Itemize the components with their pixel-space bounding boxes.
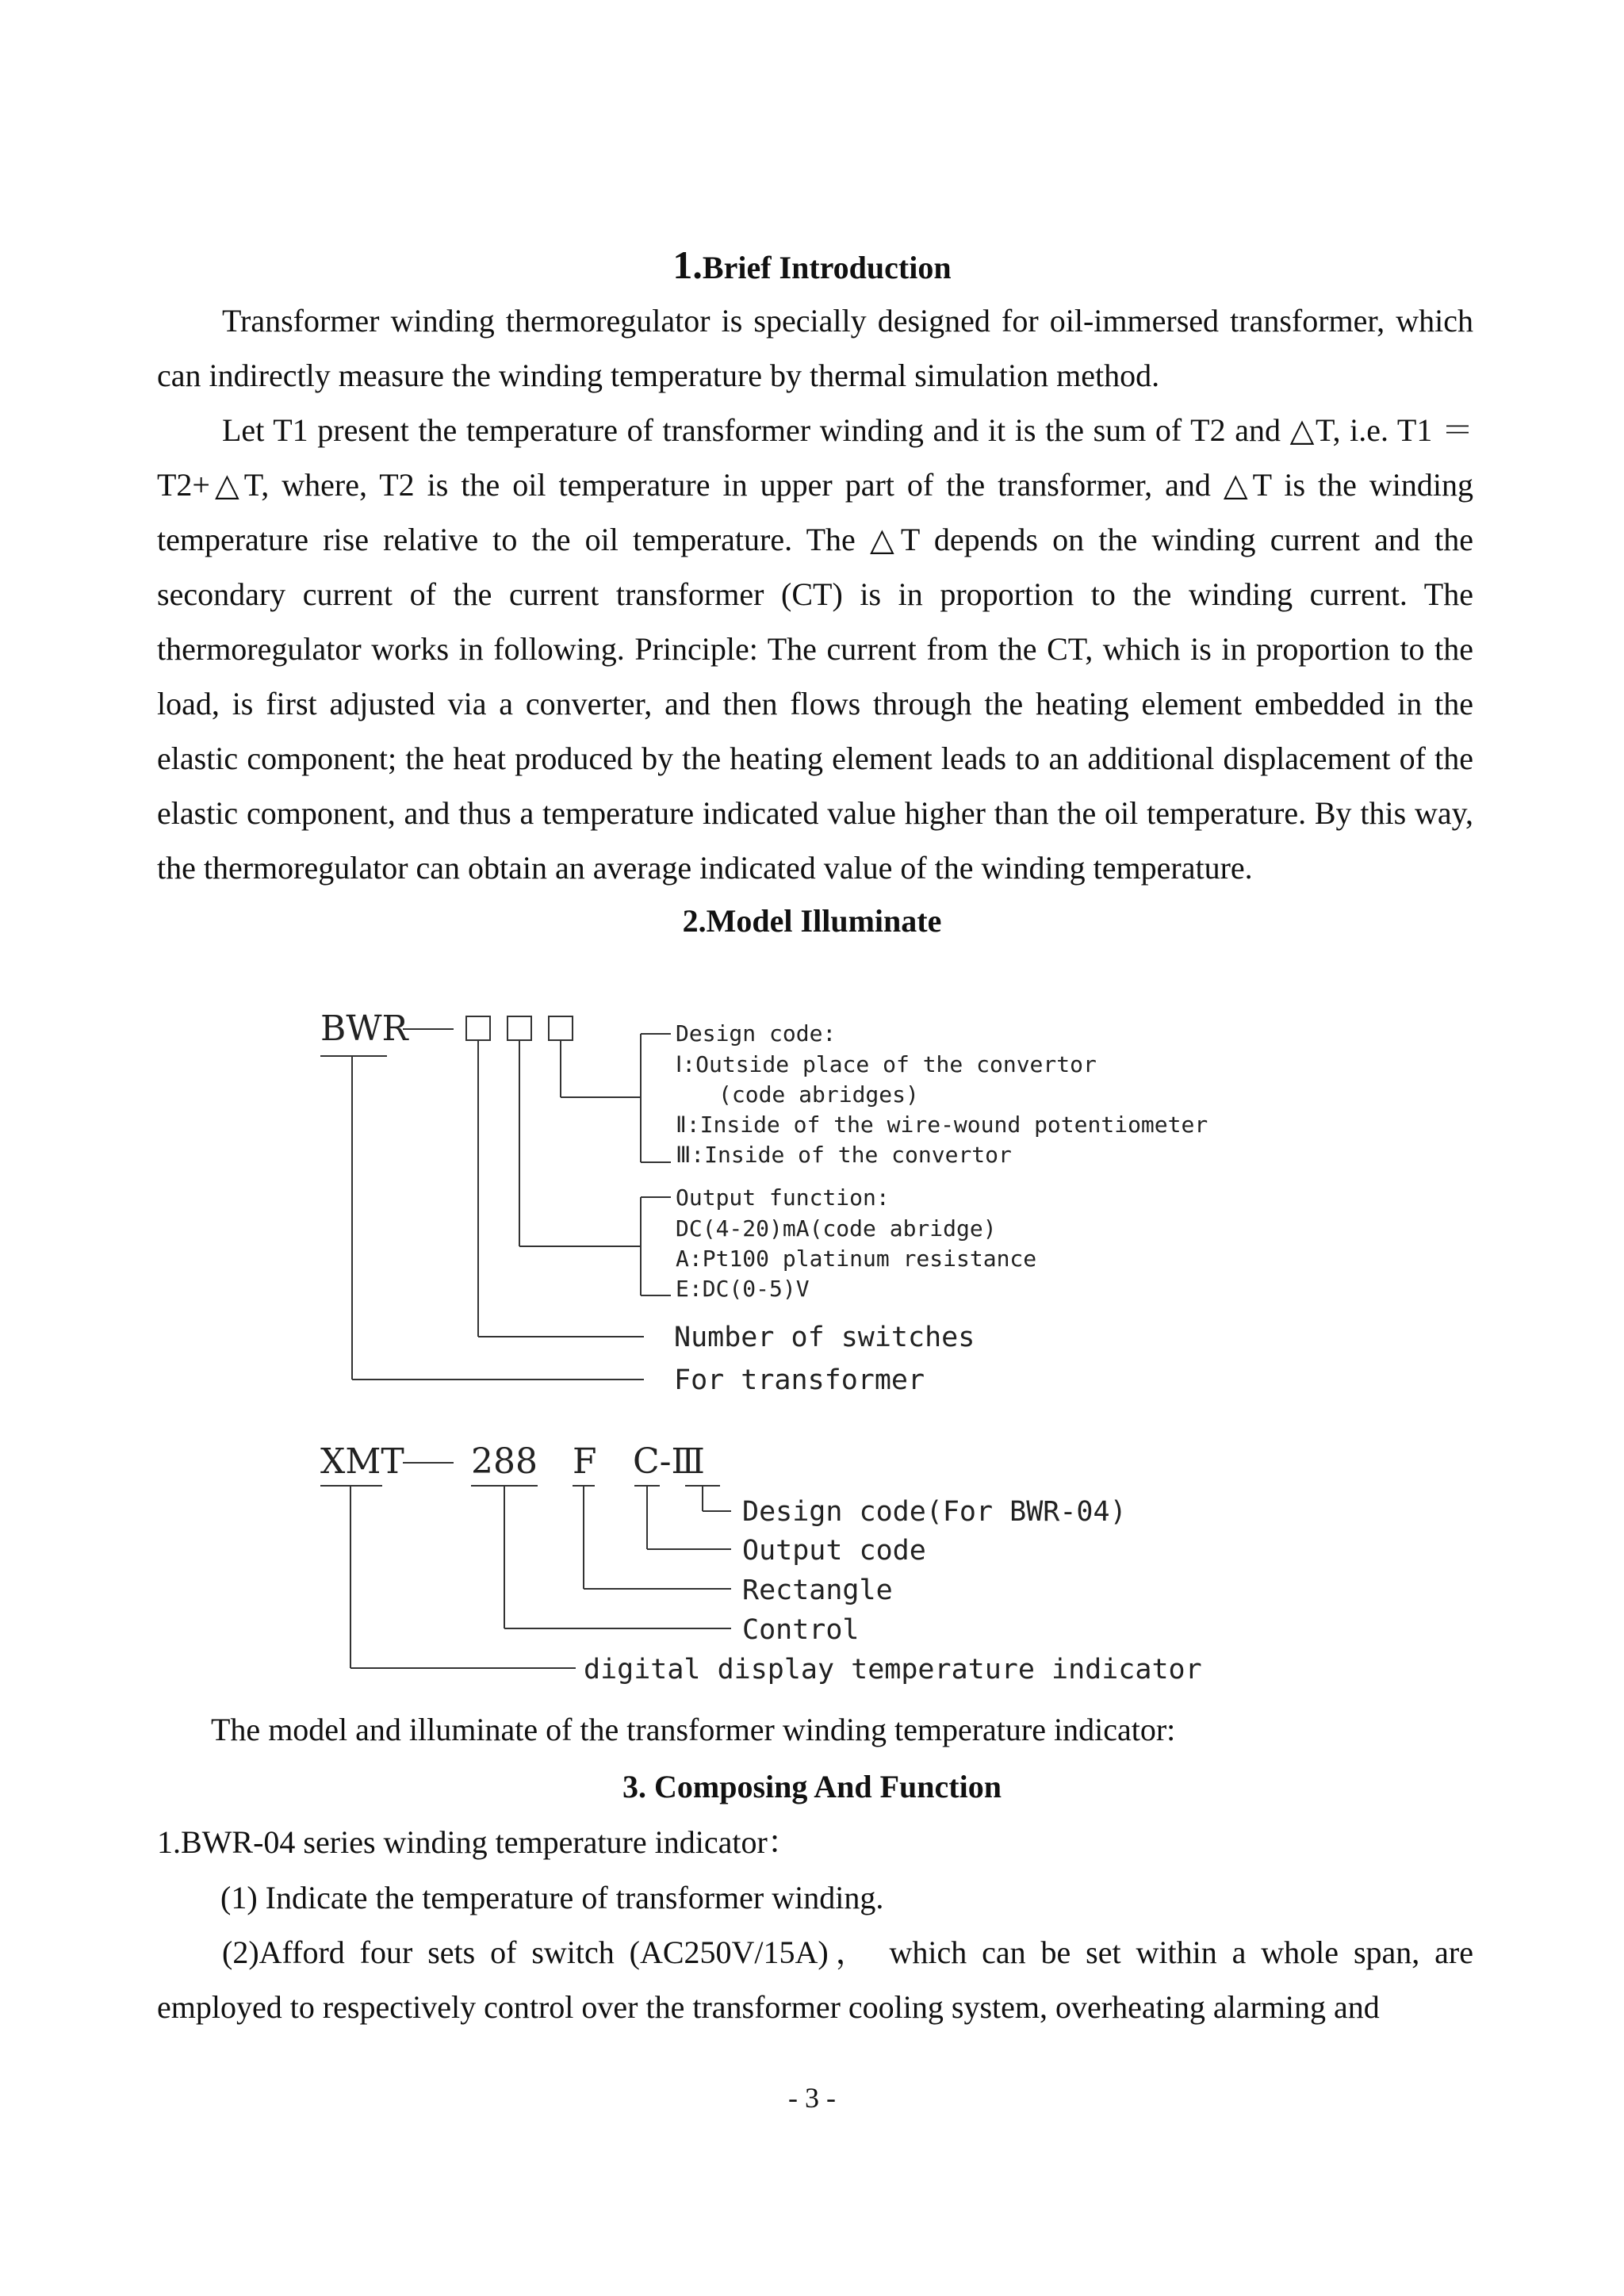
transformer-label: For transformer [674,1364,925,1396]
design-code-title: Design code: [676,1020,837,1047]
xmt-label: Output code [742,1535,926,1567]
xmt-part: 288 [471,1441,538,1482]
xmt-part: C-Ⅲ [633,1441,705,1482]
design-code-item: Ⅲ:Inside of the convertor [676,1142,1012,1168]
intro-paragraph-1: Transformer winding thermoregulator is specially designed for oil-immersed transformer, which can indirectly measure the winding temperature by thermal simulation method. [157,303,1473,393]
section-heading-model: 2.Model Illuminate [682,903,942,939]
section-title: Brief Introduction [702,250,952,285]
output-function-item: DC(4-20)mA(code abridge) [676,1215,997,1242]
output-function-title: Output function: [676,1184,890,1211]
composing-item-title: 1.BWR-04 series winding temperature indicator： [157,1824,799,1860]
design-code-item: (code abridges) [718,1081,919,1108]
switches-label: Number of switches [674,1322,975,1353]
intro-paragraph-2: Let T1 present the temperature of transformer winding and it is the sum of T2 and △T, i.e. T1 ＝T2+△T, where, T2 is the oil temperature in upper part of the transformer, and △T is the winding temperature rise relative to the oil temperature. The △T depends on the winding current and the secondary current of the current transformer (CT) is in proportion to the winding current. The thermoregulator works in following. Principle: The current from the CT, which is in proportion to the load, is first adjusted via a converter, and then flows through the heating element embedded in the elastic component; the heat produced by the heating element leads to an additional displacement of the elastic component, and thus a temperature indicated value higher than the oil temperature. By this way, the thermoregulator can obtain an average indicated value of the winding temperature. [157,412,1473,886]
xmt-part: XMT [320,1441,404,1482]
xmt-connector-lines [320,1463,731,1668]
xmt-part: F [573,1441,597,1482]
model-caption: The model and illuminate of the transformer winding temperature indicator: [211,1712,1176,1747]
xmt-label: digital display temperature indicator [584,1654,1202,1686]
bwr-connector-lines [320,1016,671,1380]
output-function-item: A:Pt100 platinum resistance [676,1246,1037,1272]
design-code-item: Ⅰ:Outside place of the convertor [676,1051,1097,1077]
composing-point-2: (2)Afford four sets of switch (AC250V/15A)， which can be set within a whole span, are employed to respectively control over the transformer cooling system, overheating alarming and [157,1934,1473,2025]
xmt-label: Control [742,1614,860,1646]
bwr-model-code: BWR [320,1008,408,1049]
design-code-item: Ⅱ:Inside of the wire-wound potentiometer [676,1112,1208,1138]
composing-point-1: (1) Indicate the temperature of transformer winding. [220,1880,884,1915]
section-heading-composing: 3. Composing And Function [622,1769,1002,1804]
page-number: - 3 - [788,2082,836,2114]
section-number: 1. [672,243,703,287]
xmt-label: Rectangle [742,1575,893,1606]
xmt-label: Design code(For BWR-04) [742,1496,1127,1528]
output-function-item: E:DC(0-5)V [676,1276,810,1302]
